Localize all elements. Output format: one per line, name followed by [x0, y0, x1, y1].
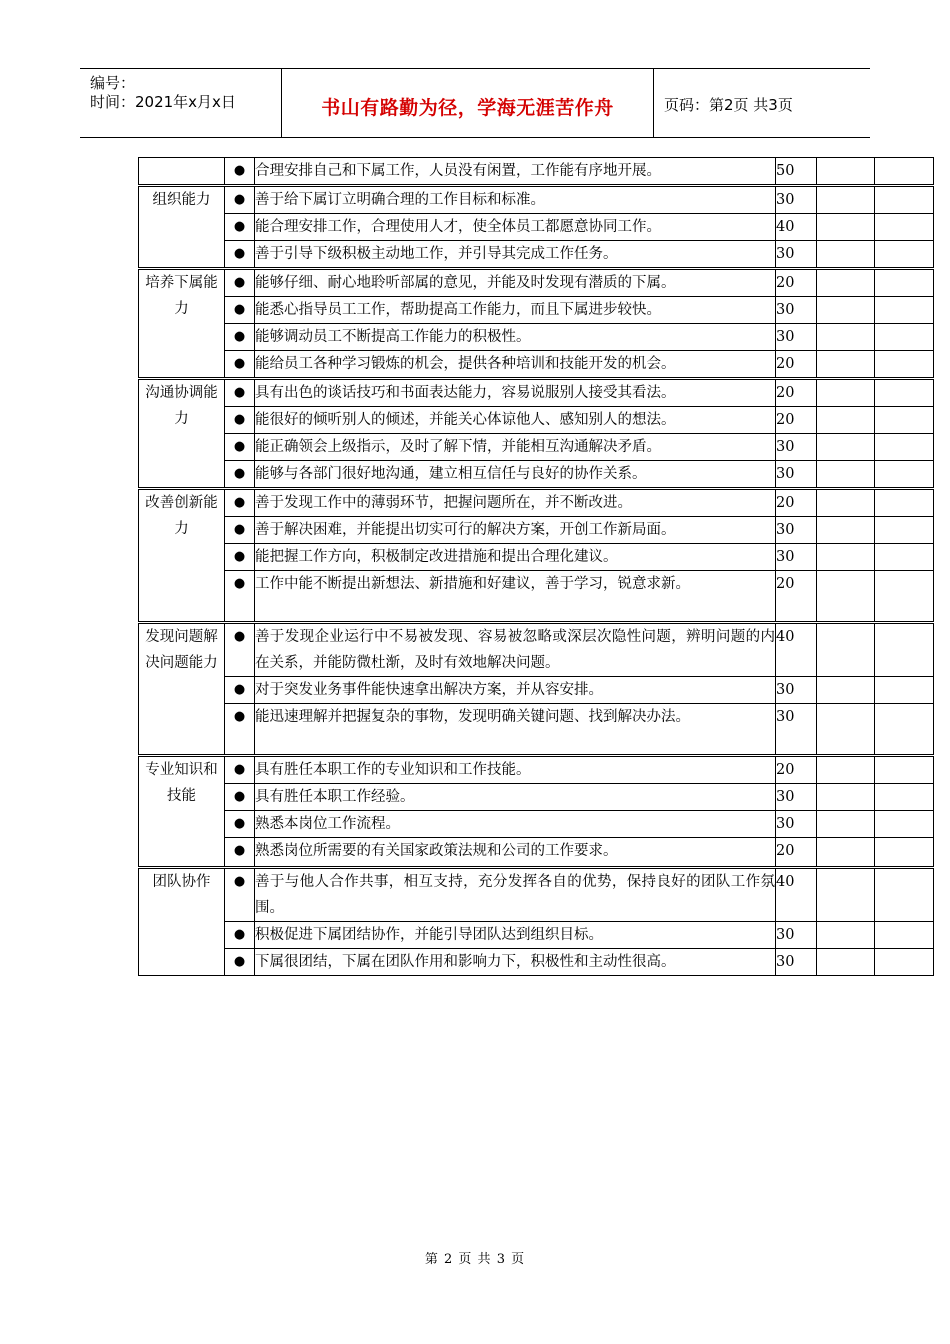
score-cell: 20	[776, 838, 817, 868]
score-cell: 30	[776, 544, 817, 571]
table-row	[139, 214, 934, 241]
table-row	[139, 571, 934, 623]
blank-remark-cell	[875, 324, 934, 351]
category-cell: 发现问题解决问题能力	[139, 623, 225, 756]
blank-rating-cell	[817, 379, 875, 407]
criterion-text: 具有胜任本职工作的专业知识和工作技能。	[255, 756, 776, 784]
criterion-text: 能够与各部门很好地沟通，建立相互信任与良好的协作关系。	[255, 461, 776, 489]
table-row	[139, 407, 934, 434]
blank-remark-cell	[875, 269, 934, 297]
blank-rating-cell	[817, 489, 875, 517]
category-cell: 专业知识和技能	[139, 756, 225, 868]
score-cell: 30	[776, 811, 817, 838]
blank-rating-cell	[817, 623, 875, 677]
blank-rating-cell	[817, 922, 875, 949]
category-cell: 沟通协调能力	[139, 379, 225, 489]
header-page-cell	[654, 69, 870, 137]
score-cell: 20	[776, 407, 817, 434]
bullet-icon: ●	[225, 922, 255, 949]
score-cell: 30	[776, 186, 817, 214]
table-row	[139, 186, 934, 214]
bullet-icon: ●	[225, 756, 255, 784]
score-cell: 30	[776, 297, 817, 324]
criterion-text: 善于发现工作中的薄弱环节，把握问题所在，并不断改进。	[255, 489, 776, 517]
table-row	[139, 297, 934, 324]
blank-rating-cell	[817, 214, 875, 241]
table-row	[139, 677, 934, 704]
score-cell: 20	[776, 379, 817, 407]
blank-rating-cell	[817, 868, 875, 922]
blank-rating-cell	[817, 407, 875, 434]
criterion-text: 能悉心指导员工工作，帮助提高工作能力，而且下属进步较快。	[255, 297, 776, 324]
criterion-text: 能够调动员工不断提高工作能力的积极性。	[255, 324, 776, 351]
blank-remark-cell	[875, 517, 934, 544]
blank-rating-cell	[817, 324, 875, 351]
blank-remark-cell	[875, 838, 934, 868]
score-cell: 30	[776, 241, 817, 269]
table-row	[139, 811, 934, 838]
blank-remark-cell	[875, 868, 934, 922]
bullet-icon: ●	[225, 269, 255, 297]
blank-remark-cell	[875, 784, 934, 811]
score-cell: 30	[776, 461, 817, 489]
table-row	[139, 784, 934, 811]
blank-rating-cell	[817, 241, 875, 269]
page-info: 页码：第2页 共3页	[664, 96, 793, 114]
bullet-icon: ●	[225, 158, 255, 186]
table-row	[139, 838, 934, 868]
bullet-icon: ●	[225, 297, 255, 324]
blank-remark-cell	[875, 949, 934, 976]
blank-remark-cell	[875, 351, 934, 379]
criterion-text: 积极促进下属团结协作，并能引导团队达到组织目标。	[255, 922, 776, 949]
blank-remark-cell	[875, 158, 934, 186]
criterion-text: 能合理安排工作，合理使用人才，使全体员工都愿意协同工作。	[255, 214, 776, 241]
bullet-icon: ●	[225, 214, 255, 241]
score-cell: 40	[776, 623, 817, 677]
number-label: 编号：	[90, 74, 136, 92]
criterion-text: 能很好的倾听别人的倾述，并能关心体谅他人、感知别人的想法。	[255, 407, 776, 434]
blank-remark-cell	[875, 434, 934, 461]
bullet-icon: ●	[225, 186, 255, 214]
criterion-text: 能给员工各种学习锻炼的机会，提供各种培训和技能开发的机会。	[255, 351, 776, 379]
score-cell: 30	[776, 324, 817, 351]
blank-rating-cell	[817, 297, 875, 324]
blank-remark-cell	[875, 489, 934, 517]
blank-remark-cell	[875, 407, 934, 434]
table-row	[139, 324, 934, 351]
criterion-text: 合理安排自己和下属工作，人员没有闲置，工作能有序地开展。	[255, 158, 776, 186]
table-row	[139, 489, 934, 517]
blank-rating-cell	[817, 544, 875, 571]
bullet-icon: ●	[225, 517, 255, 544]
date-line: 时间：2021年x月x日	[90, 93, 236, 111]
criterion-text: 下属很团结，下属在团队作用和影响力下，积极性和主动性很高。	[255, 949, 776, 976]
header-meta	[80, 69, 282, 137]
blank-rating-cell	[817, 949, 875, 976]
score-cell: 20	[776, 571, 817, 623]
page-footer: 第 2 页 共 3 页	[424, 1252, 526, 1267]
category-cell: 改善创新能力	[139, 489, 225, 623]
score-cell: 20	[776, 489, 817, 517]
bullet-icon: ●	[225, 241, 255, 269]
blank-remark-cell	[875, 461, 934, 489]
score-cell: 30	[776, 517, 817, 544]
blank-remark-cell	[875, 214, 934, 241]
blank-rating-cell	[817, 434, 875, 461]
bullet-icon: ●	[225, 623, 255, 677]
category-cell: 培养下属能力	[139, 269, 225, 379]
table-row	[139, 158, 934, 186]
blank-remark-cell	[875, 571, 934, 623]
score-cell: 40	[776, 868, 817, 922]
criterion-text: 熟悉本岗位工作流程。	[255, 811, 776, 838]
table-row	[139, 434, 934, 461]
score-cell: 20	[776, 269, 817, 297]
criterion-text: 熟悉岗位所需要的有关国家政策法规和公司的工作要求。	[255, 838, 776, 868]
score-cell: 30	[776, 704, 817, 756]
score-cell: 30	[776, 949, 817, 976]
table-row	[139, 269, 934, 297]
blank-rating-cell	[817, 677, 875, 704]
criterion-text: 能正确领会上级指示，及时了解下情，并能相互沟通解决矛盾。	[255, 434, 776, 461]
bullet-icon: ●	[225, 784, 255, 811]
evaluation-table	[138, 157, 934, 976]
score-cell: 30	[776, 434, 817, 461]
bullet-icon: ●	[225, 489, 255, 517]
bullet-icon: ●	[225, 351, 255, 379]
blank-remark-cell	[875, 811, 934, 838]
criterion-text: 善于解决困难，并能提出切实可行的解决方案，开创工作新局面。	[255, 517, 776, 544]
criterion-text: 工作中能不断提出新想法、新措施和好建议，善于学习，锐意求新。	[255, 571, 776, 623]
criterion-text: 具有出色的谈话技巧和书面表达能力，容易说服别人接受其看法。	[255, 379, 776, 407]
criterion-text: 能迅速理解并把握复杂的事物，发现明确关键问题、找到解决办法。	[255, 704, 776, 756]
bullet-icon: ●	[225, 434, 255, 461]
bullet-icon: ●	[225, 811, 255, 838]
score-cell: 30	[776, 922, 817, 949]
table-row	[139, 379, 934, 407]
bullet-icon: ●	[225, 949, 255, 976]
blank-rating-cell	[817, 838, 875, 868]
bullet-icon: ●	[225, 407, 255, 434]
page-header	[80, 68, 870, 138]
blank-remark-cell	[875, 677, 934, 704]
blank-remark-cell	[875, 379, 934, 407]
criterion-text: 能够仔细、耐心地聆听部属的意见，并能及时发现有潜质的下属。	[255, 269, 776, 297]
blank-remark-cell	[875, 756, 934, 784]
category-cell	[139, 158, 225, 186]
blank-remark-cell	[875, 186, 934, 214]
bullet-icon: ●	[225, 704, 255, 756]
table-row	[139, 704, 934, 756]
table-row	[139, 922, 934, 949]
bullet-icon: ●	[225, 571, 255, 623]
header-motto-cell	[282, 69, 654, 137]
blank-remark-cell	[875, 241, 934, 269]
blank-rating-cell	[817, 704, 875, 756]
table-row	[139, 756, 934, 784]
blank-remark-cell	[875, 544, 934, 571]
blank-remark-cell	[875, 704, 934, 756]
bullet-icon: ●	[225, 324, 255, 351]
table-row	[139, 241, 934, 269]
criterion-text: 善于引导下级积极主动地工作，并引导其完成工作任务。	[255, 241, 776, 269]
blank-remark-cell	[875, 922, 934, 949]
blank-rating-cell	[817, 571, 875, 623]
table-row	[139, 544, 934, 571]
score-cell: 20	[776, 756, 817, 784]
table-row	[139, 517, 934, 544]
blank-rating-cell	[817, 269, 875, 297]
table-row	[139, 949, 934, 976]
blank-rating-cell	[817, 784, 875, 811]
blank-rating-cell	[817, 756, 875, 784]
criterion-text: 能把握工作方向，积极制定改进措施和提出合理化建议。	[255, 544, 776, 571]
blank-rating-cell	[817, 811, 875, 838]
bullet-icon: ●	[225, 544, 255, 571]
criterion-text: 善于给下属订立明确合理的工作目标和标准。	[255, 186, 776, 214]
bullet-icon: ●	[225, 461, 255, 489]
criterion-text: 对于突发业务事件能快速拿出解决方案，并从容安排。	[255, 677, 776, 704]
blank-rating-cell	[817, 351, 875, 379]
blank-rating-cell	[817, 158, 875, 186]
score-cell: 30	[776, 784, 817, 811]
criterion-text: 善于与他人合作共事，相互支持，充分发挥各自的优势，保持良好的团队工作氛围。	[255, 868, 776, 922]
score-cell: 20	[776, 351, 817, 379]
table-row	[139, 868, 934, 922]
score-cell: 50	[776, 158, 817, 186]
blank-remark-cell	[875, 623, 934, 677]
bullet-icon: ●	[225, 677, 255, 704]
motto: 书山有路勤为径，学海无涯苦作舟	[321, 97, 614, 119]
table-row	[139, 351, 934, 379]
blank-remark-cell	[875, 297, 934, 324]
score-cell: 30	[776, 677, 817, 704]
bullet-icon: ●	[225, 868, 255, 922]
blank-rating-cell	[817, 461, 875, 489]
bullet-icon: ●	[225, 379, 255, 407]
criterion-text: 具有胜任本职工作经验。	[255, 784, 776, 811]
blank-rating-cell	[817, 186, 875, 214]
table-row	[139, 623, 934, 677]
category-cell: 团队协作	[139, 868, 225, 976]
table-row	[139, 461, 934, 489]
bullet-icon: ●	[225, 838, 255, 868]
score-cell: 40	[776, 214, 817, 241]
blank-rating-cell	[817, 517, 875, 544]
category-cell: 组织能力	[139, 186, 225, 269]
criterion-text: 善于发现企业运行中不易被发现、容易被忽略或深层次隐性问题，辨明问题的内在关系，并能防微杜渐，及时有效地解决问题。	[255, 623, 776, 677]
